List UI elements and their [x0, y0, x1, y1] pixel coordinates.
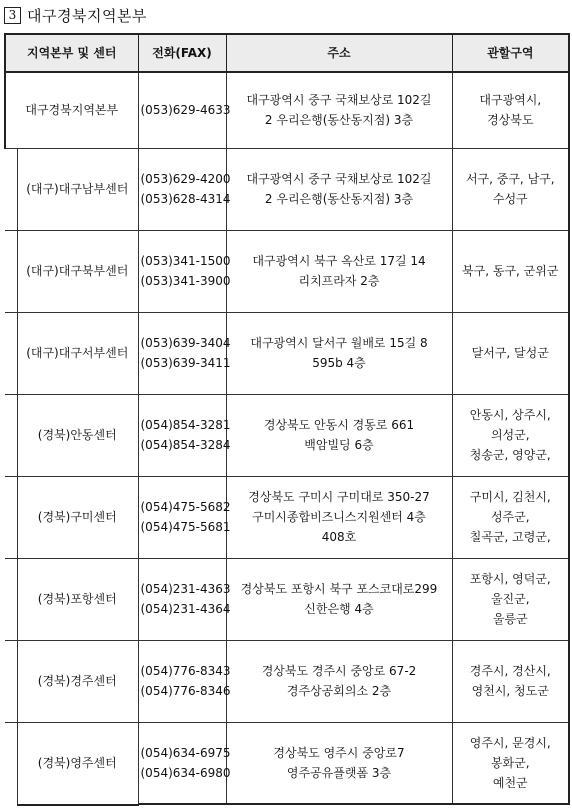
jurisdiction-line: 성주군,	[490, 510, 530, 524]
jurisdiction-line: 청송군, 영양군,	[469, 448, 551, 462]
jurisdiction-line: 경상북도	[487, 113, 534, 128]
address-line: 경상북도 포항시 북구 포스코대로299	[240, 582, 438, 596]
address-line: 대구광역시 중구 국채보상로 102길	[246, 172, 432, 186]
table-row	[5, 722, 569, 804]
phone-cell	[138, 476, 231, 558]
office-name-cell	[5, 72, 138, 148]
office-name-cell	[5, 394, 138, 476]
jurisdiction-line: 서구, 중구, 남구,	[465, 172, 555, 186]
table-row	[5, 640, 569, 722]
jurisdiction-line: 의성군,	[490, 428, 530, 442]
office-name: 대구경북지역본부	[25, 103, 119, 118]
address-line: 경상북도 영주시 중앙로7	[273, 745, 405, 760]
phone-line: (054)475-5682	[140, 500, 231, 514]
address-cell	[226, 312, 452, 394]
office-name: (대구)대구서부센터	[26, 346, 129, 360]
office-name-cell	[5, 230, 138, 312]
phone-cell	[138, 312, 231, 394]
jurisdiction-line: 북구, 동구, 군위군	[462, 264, 559, 278]
table-row	[5, 394, 569, 476]
office-name-cell	[5, 312, 138, 394]
office-name: (경북)구미센터	[37, 510, 117, 524]
phone-line: (054)854-3284	[140, 438, 231, 452]
phone-cell	[138, 640, 231, 722]
address-line: 경상북도 경주시 중앙로 67-2	[261, 664, 417, 678]
address-cell	[226, 394, 452, 476]
jurisdiction-line: 울릉군	[492, 612, 528, 626]
office-name: (대구)대구남부센터	[26, 182, 129, 196]
address-cell	[226, 722, 452, 804]
phone-line: (053)341-3900	[140, 274, 231, 288]
phone-line: (054)634-6975	[140, 745, 231, 760]
jurisdiction-cell	[452, 312, 569, 394]
office-name: (경북)영주센터	[37, 756, 117, 771]
jurisdiction-cell	[452, 394, 569, 476]
phone-line: (054)776-8343	[140, 664, 231, 678]
address-line: 리치프라자 2층	[298, 274, 380, 288]
office-name: (경북)포항센터	[37, 592, 117, 606]
address-line: 영주공유플랫폼 3층	[286, 765, 392, 780]
office-name: (대구)대구북부센터	[26, 264, 129, 278]
header-area: 관할구역	[452, 34, 569, 72]
phone-cell	[138, 72, 231, 148]
table-row	[5, 230, 569, 312]
phone-line: (053)639-3411	[140, 356, 231, 370]
jurisdiction-line: 영천시, 청도군	[471, 684, 549, 698]
jurisdiction-line: 수성구	[492, 192, 528, 206]
phone-line: (054)634-6980	[140, 765, 231, 780]
address-cell	[226, 72, 452, 148]
phone-line: (054)231-4364	[140, 602, 231, 616]
address-line: 2 우리은행(동산동지점) 3층	[264, 192, 414, 206]
address-line: 595b 4층	[312, 356, 366, 370]
address-line: 백암빌딩 6층	[304, 438, 374, 452]
address-line: 대구광역시 중구 국채보상로 102길	[246, 93, 432, 108]
phone-line: (054)475-5681	[140, 520, 231, 534]
phone-line: (053)341-1500	[140, 254, 231, 268]
office-name-cell	[5, 640, 138, 722]
address-line: 408호	[321, 530, 357, 544]
address-line: 대구광역시 달서구 월배로 15길 8	[250, 336, 428, 350]
office-name: (경북)안동센터	[37, 428, 117, 442]
jurisdiction-line: 영주시, 문경시,	[469, 735, 551, 750]
jurisdiction-line: 울진군,	[490, 592, 530, 606]
jurisdiction-line: 칠곡군, 고령군,	[469, 530, 551, 544]
jurisdiction-line: 예천군	[492, 775, 528, 790]
jurisdiction-line: 안동시, 상주시,	[469, 408, 551, 422]
address-cell	[226, 476, 452, 558]
address-cell	[226, 230, 452, 312]
jurisdiction-cell	[452, 476, 569, 558]
address-line: 신한은행 4층	[304, 602, 374, 616]
jurisdiction-line: 포항시, 영덕군,	[469, 572, 551, 586]
phone-line: (053)628-4314	[140, 192, 231, 206]
phone-cell	[138, 230, 231, 312]
phone-line: (054)231-4363	[140, 582, 231, 596]
address-line: 구미시종합비즈니스지원센터 4층	[252, 510, 426, 524]
header-office: 지역본부 및 센터	[5, 34, 138, 72]
phone-cell	[138, 148, 231, 230]
phone-cell	[138, 722, 231, 804]
table-header-row	[5, 34, 569, 72]
jurisdiction-line: 봉화군,	[490, 755, 530, 770]
address-cell	[226, 640, 452, 722]
office-name-cell	[5, 148, 138, 230]
phone-line: (053)639-3404	[140, 336, 231, 350]
office-name: (경북)경주센터	[37, 674, 117, 688]
address-line: 대구광역시 북구 옥산로 17길 14	[252, 254, 426, 268]
phone-cell	[138, 394, 231, 476]
jurisdiction-cell	[452, 640, 569, 722]
header-phone: 전화(FAX)	[138, 34, 226, 72]
jurisdiction-cell	[452, 148, 569, 230]
address-line: 경주상공회의소 2층	[286, 684, 392, 698]
jurisdiction-line: 경주시, 경산시,	[469, 664, 551, 678]
phone-cell	[138, 558, 231, 640]
office-table	[4, 33, 570, 805]
jurisdiction-cell	[452, 722, 569, 804]
table-row	[5, 72, 569, 148]
phone-line: (054)776-8346	[140, 684, 231, 698]
office-name-cell	[5, 558, 138, 640]
office-name-cell	[5, 476, 138, 558]
phone-line: (053)629-4200	[140, 172, 231, 186]
phone-line: (054)854-3281	[140, 418, 231, 432]
address-cell	[226, 558, 452, 640]
header-address: 주소	[226, 34, 452, 72]
table-row	[5, 476, 569, 558]
section-heading	[4, 4, 147, 26]
jurisdiction-line: 달서구, 달성군	[471, 346, 549, 360]
phone-line: (053)629-4633	[140, 103, 231, 118]
table-row	[5, 558, 569, 640]
jurisdiction-cell	[452, 558, 569, 640]
section-title: 대구경북지역본부	[27, 6, 147, 25]
office-name-cell	[5, 722, 138, 804]
address-cell	[226, 148, 452, 230]
jurisdiction-line: 구미시, 김천시,	[469, 490, 551, 504]
table-row	[5, 148, 569, 230]
table-row	[5, 312, 569, 394]
address-line: 경상북도 안동시 경동로 661	[263, 418, 415, 432]
jurisdiction-line: 대구광역시,	[479, 93, 542, 108]
section-number: 3	[4, 7, 21, 24]
jurisdiction-cell	[452, 230, 569, 312]
address-line: 2 우리은행(동산동지점) 3층	[264, 113, 414, 128]
jurisdiction-cell	[452, 72, 569, 148]
address-line: 경상북도 구미시 구미대로 350-27	[248, 490, 430, 504]
